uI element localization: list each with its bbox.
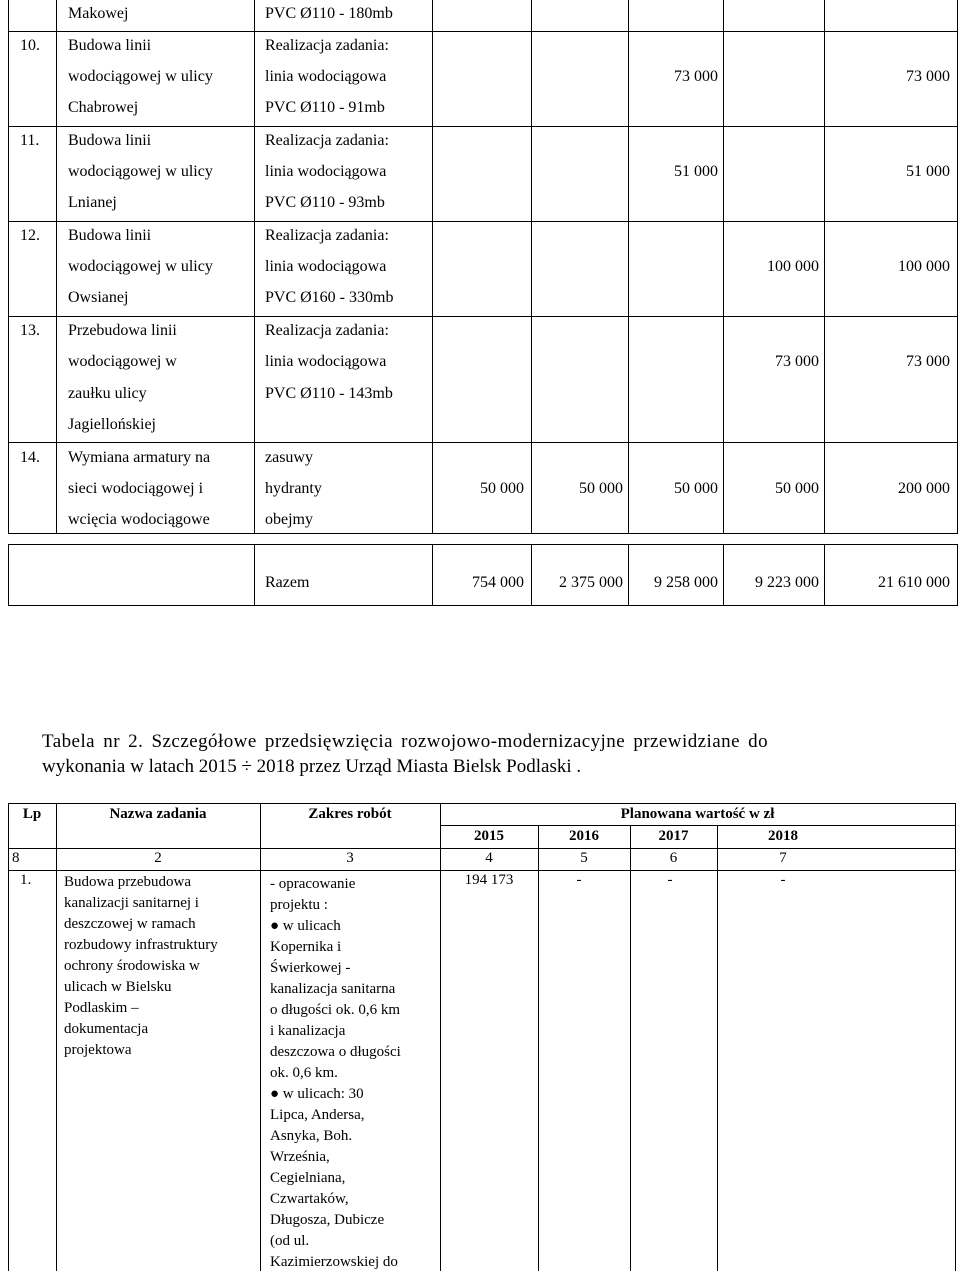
value-2017: 50 000	[674, 480, 718, 497]
header-name: Nazwa zadania	[109, 806, 207, 822]
column-number: 3	[346, 850, 354, 866]
scope-line: linia wodociągowa	[265, 353, 387, 370]
row-number: 12.	[20, 227, 40, 244]
scope-line: linia wodociągowa	[265, 68, 387, 85]
scope-line: Realizacja zadania:	[265, 37, 389, 54]
scope-line: Cegielniana,	[270, 1170, 346, 1186]
task-name-line: Owsianej	[68, 289, 129, 306]
value-2018: 100 000	[767, 258, 819, 275]
value-2017: 73 000	[674, 68, 718, 85]
scope-line: (od ul.	[270, 1233, 310, 1249]
value-total: 73 000	[906, 353, 950, 370]
row-number: 14.	[20, 449, 40, 466]
task-name-line: Chabrowej	[68, 99, 139, 116]
task-name-line: Budowa linii	[68, 132, 152, 149]
task-name-line: rozbudowy infrastruktury	[64, 937, 218, 953]
scope-line: linia wodociągowa	[265, 163, 387, 180]
task-name-line: wodociągowej w ulicy	[68, 258, 213, 275]
task-name-line: ulicach w Bielsku	[64, 979, 172, 995]
scope-line: ● w ulicach: 30	[270, 1086, 364, 1102]
task-name-line: kanalizacji sanitarnej i	[64, 895, 199, 911]
summary-total: 21 610 000	[878, 574, 950, 591]
column-number: 5	[580, 850, 588, 866]
scope-line: Długosza, Dubicze	[270, 1212, 385, 1228]
column-number: 7	[779, 850, 787, 866]
scope-line: Kazimierzowskiej do	[270, 1254, 398, 1270]
task-name-line: ochrony środowiska w	[64, 958, 200, 974]
scope-line: Czwartaków,	[270, 1191, 349, 1207]
row-number: 13.	[20, 322, 40, 339]
scope-line: PVC Ø110 - 180mb	[265, 5, 393, 22]
scope-line: Kopernika i	[270, 939, 342, 955]
scope-line: hydranty	[265, 480, 322, 497]
task-name-line: projektowa	[64, 1042, 132, 1058]
value-2018: 50 000	[775, 480, 819, 497]
column-number: 2	[154, 850, 162, 866]
header-scope: Zakres robót	[308, 806, 392, 822]
task-name	[64, 872, 218, 1061]
task-name-line: Lnianej	[68, 194, 117, 211]
scope-line: Realizacja zadania:	[265, 322, 389, 339]
caption-line-2: wykonania w latach 2015 ÷ 2018 przez Urząd Miasta Bielsk Podlaski .	[42, 756, 582, 777]
task-name-line: wodociągowej w	[68, 353, 177, 370]
row-number: 10.	[20, 37, 40, 54]
scope-line: Asnyka, Boh.	[270, 1128, 353, 1144]
header-lp: Lp	[22, 806, 42, 822]
scope-line: Realizacja zadania:	[265, 227, 389, 244]
column-number: 8	[12, 850, 20, 866]
column-number: 4	[485, 850, 493, 866]
scope-line: obejmy	[265, 511, 313, 528]
scope-line: projektu :	[270, 897, 328, 913]
task-name-line: wodociągowej w ulicy	[68, 68, 213, 85]
value-total: 200 000	[898, 480, 950, 497]
task-name-line: Makowej	[68, 5, 129, 22]
summary-2017: 9 258 000	[654, 574, 718, 591]
task-name-line: dokumentacja	[64, 1021, 149, 1037]
task-name-line: zaułku ulicy	[68, 385, 147, 402]
value-total: 73 000	[906, 68, 950, 85]
column-number: 6	[669, 850, 678, 866]
summary-2018: 9 223 000	[755, 574, 819, 591]
scope-line: PVC Ø160 - 330mb	[265, 289, 394, 306]
scope-line: o długości ok. 0,6 km	[270, 1002, 400, 1018]
task-name-line: Budowa przebudowa	[64, 874, 192, 890]
summary-2015: 754 000	[472, 574, 524, 591]
task-name-line: Jagiellońskiej	[68, 416, 156, 433]
year-header: 2017	[658, 828, 689, 844]
scope-line: i kanalizacja	[270, 1023, 346, 1039]
scope-line: kanalizacja sanitarna	[270, 981, 396, 997]
scope-line: - opracowanie	[270, 876, 356, 892]
value-2015: 50 000	[480, 480, 524, 497]
summary-2016: 2 375 000	[559, 574, 623, 591]
scope-line: Września,	[270, 1149, 330, 1165]
value-total: 51 000	[906, 163, 950, 180]
value-2016: 50 000	[579, 480, 623, 497]
caption-line-1: Tabela nr 2. Szczegółowe przedsięwzięcia rozwojowo-modernizacyjne przewidziane do	[42, 731, 769, 752]
task-name-line: Wymiana armatury na	[68, 449, 211, 466]
value-2017: 51 000	[674, 163, 718, 180]
scope-line: PVC Ø110 - 93mb	[265, 194, 385, 211]
scope-line: ● w ulicach	[270, 918, 341, 934]
year-header: 2015	[474, 828, 504, 844]
value-total: 100 000	[898, 258, 950, 275]
scope-line: Realizacja zadania:	[265, 132, 389, 149]
summary-label: Razem	[265, 574, 310, 591]
scope-line: ok. 0,6 km.	[270, 1065, 338, 1081]
scope-line: linia wodociągowa	[265, 258, 387, 275]
task-name-line: wodociągowej w ulicy	[68, 163, 213, 180]
task-name-line: deszczowej w ramach	[64, 916, 196, 932]
value-2018: -	[780, 872, 786, 888]
task-name-line: Podlaskim –	[64, 1000, 139, 1016]
task-name-line: sieci wodociągowej i	[68, 480, 204, 497]
task-name-line: Budowa linii	[68, 227, 152, 244]
year-header: 2016	[569, 828, 599, 844]
task-name-line: Przebudowa linii	[68, 322, 177, 339]
scope-line: zasuwy	[265, 449, 313, 466]
row-number: 1.	[20, 872, 32, 888]
row-number: 11.	[20, 132, 40, 149]
value-2018: 73 000	[775, 353, 819, 370]
scope-line: PVC Ø110 - 91mb	[265, 99, 385, 116]
value-2017: -	[667, 872, 673, 888]
scope-line: deszczowa o długości	[270, 1044, 401, 1060]
task-name-line: Budowa linii	[68, 37, 152, 54]
scope-of-work	[270, 874, 401, 1273]
scope-line: Lipca, Andersa,	[270, 1107, 365, 1123]
scope-line: Świerkowej -	[270, 960, 351, 976]
task-name-line: wcięcia wodociągowe	[68, 511, 210, 528]
year-header: 2018	[768, 828, 798, 844]
value-2015: 194 173	[464, 872, 514, 888]
scope-line: PVC Ø110 - 143mb	[265, 385, 393, 402]
header-planned-value: Planowana wartość w zł	[620, 806, 775, 822]
value-2016: -	[576, 872, 582, 888]
